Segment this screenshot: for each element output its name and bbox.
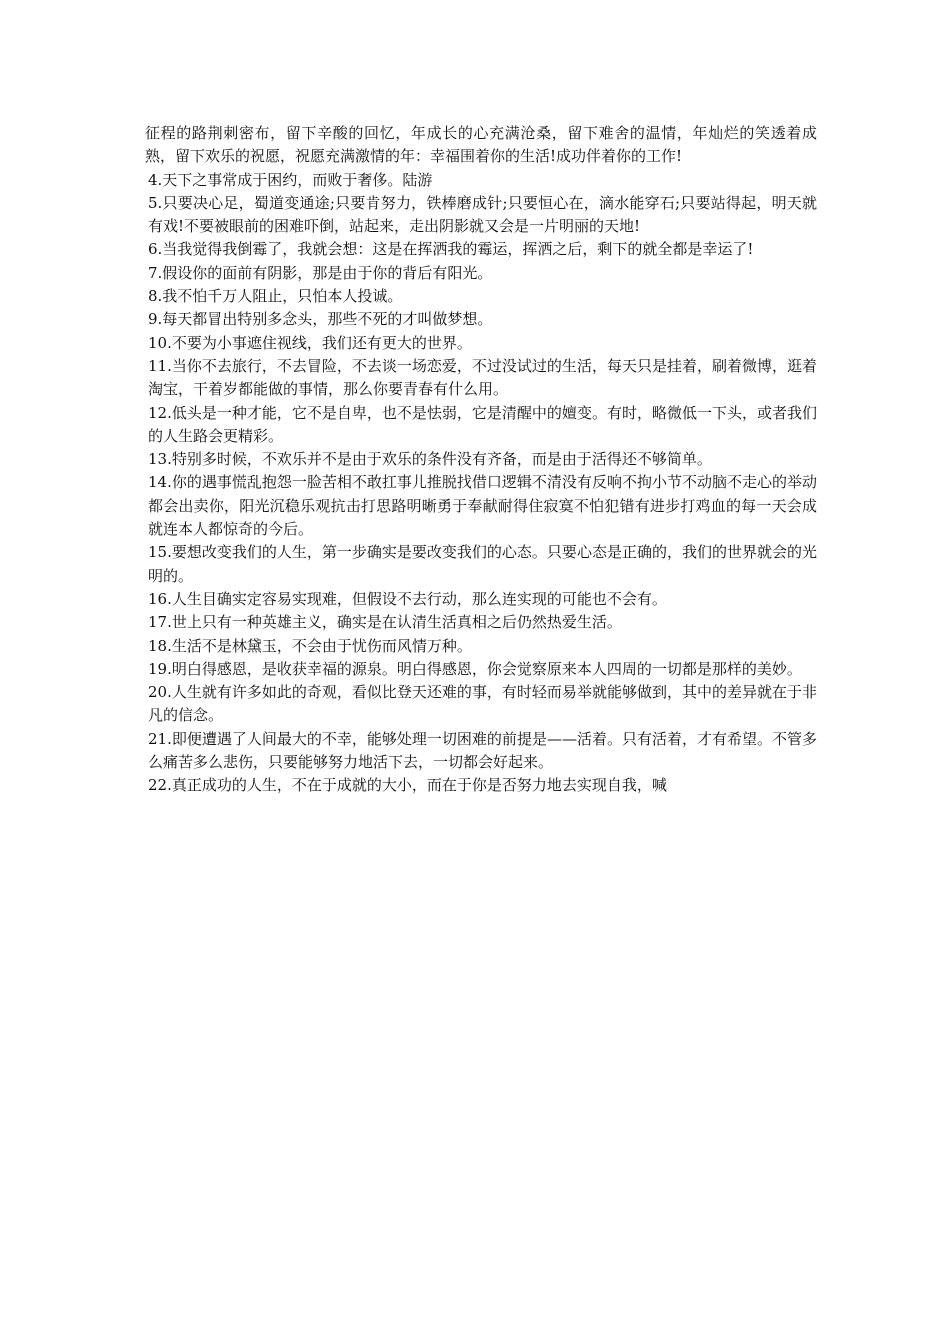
- list-item-10: 10.不要为小事遮住视线，我们还有更大的世界。: [148, 333, 472, 352]
- list-item-4: 4.天下之事常成于困约，而败于奢侈。陆游: [148, 170, 433, 189]
- list-item-17: 17.世上只有一种英雄主义，确实是在认清生活真相之后仍然热爱生活。: [148, 613, 622, 632]
- document-body: [145, 122, 817, 798]
- list-item-18: 18.生活不是林黛玉，不会由于忧伤而风情万种。: [148, 636, 472, 655]
- list-item-5: 5.只要决心足，蜀道变通途;只要肯努力，铁棒磨成针;只要恒心在，滴水能穿石;只要站得起，明天就有戏!不要被眼前的困难吓倒，站起来，走出阴影就又会是一片明丽的天地!: [148, 193, 817, 236]
- list-item-8: 8.我不怕千万人阻止，只怕本人投诚。: [148, 287, 403, 306]
- list-item-19: 19.明白得感恩，是收获幸福的源泉。明白得感恩，你会觉察原来本人四周的一切都是那样的美妙。: [148, 659, 802, 678]
- list-item-6: 6.当我觉得我倒霉了，我就会想：这是在挥洒我的霉运，挥洒之后，剩下的就全都是幸运了!: [148, 240, 754, 259]
- list-item-12: 12.低头是一种才能，它不是自卑，也不是怯弱，它是清醒中的嬗变。有时，略微低一下头，或者我们的人生路会更精彩。: [148, 403, 817, 445]
- list-item-7: 7.假设你的面前有阴影，那是由于你的背后有阳光。: [148, 263, 493, 282]
- paragraph-intro: 征程的路荆刺密布，留下辛酸的回忆，年成长的心充满沧桑，留下难舍的温情，年灿烂的笑透着成熟，留下欢乐的祝愿，祝愿充满激情的年：幸福围着你的生活!成功伴着你的工作!: [145, 124, 817, 166]
- list-item-21: 21.即便遭遇了人间最大的不幸，能够处理一切困难的前提是——活着。只有活着，才有希望。不管多么痛苦多么悲伤，只要能够努力地活下去，一切都会好起来。: [148, 729, 817, 772]
- list-item-16: 16.人生目确实定容易实现难，但假设不去行动，那么连实现的可能也不会有。: [148, 589, 667, 608]
- list-item-20: 20.人生就有许多如此的奇观，看似比登天还难的事，有时轻而易举就能够做到，其中的差异就在于非凡的信念。: [148, 683, 817, 725]
- list-item-14: 14.你的遇事慌乱抱怨一脸苦相不敢扛事儿推脱找借口逻辑不清没有反响不拘小节不动脑不走心的举动都会出卖你，阳光沉稳乐观抗击打思路明晰勇于奉献耐得住寂寞不怕犯错有进步打鸡血的每一天会成就连本人都惊奇的今后。: [148, 473, 817, 539]
- list-item-11: 11.当你不去旅行，不去冒险，不去谈一场恋爱，不过没试过的生活，每天只是挂着，刷着微博，逛着淘宝，干着岁都能做的事情，那么你要青春有什么用。: [148, 356, 817, 399]
- list-item-9: 9.每天都冒出特别多念头，那些不死的才叫做梦想。: [148, 310, 493, 329]
- list-item-22: 22.真正成功的人生，不在于成就的大小，而在于你是否努力地去实现自我，喊: [148, 776, 667, 795]
- list-item-15: 15.要想改变我们的人生，第一步确实是要改变我们的心态。只要心态是正确的，我们的世界就会的光明的。: [148, 543, 817, 585]
- list-item-13: 13.特别多时候，不欢乐并不是由于欢乐的条件没有齐备，而是由于活得还不够简单。: [148, 450, 712, 469]
